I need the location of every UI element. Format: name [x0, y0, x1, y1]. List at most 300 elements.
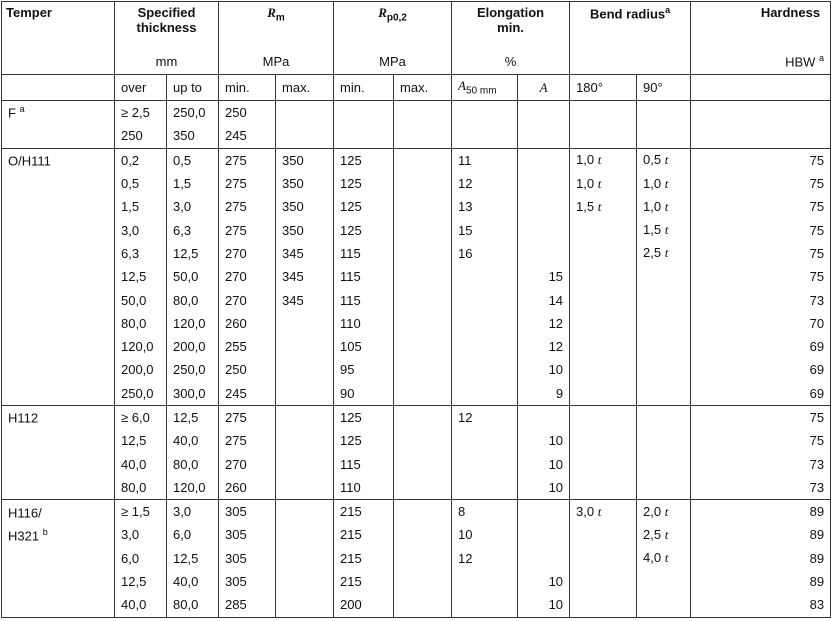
- temper-label: F: [8, 105, 16, 121]
- cell-over: 40,0: [115, 593, 167, 617]
- sub-rm-max: max.: [276, 75, 334, 101]
- bend-180-value: 1,0: [576, 175, 595, 191]
- cell-rp-max: [394, 429, 452, 452]
- cell-bend-90: [637, 593, 691, 617]
- cell-rp-max: [394, 195, 452, 218]
- cell-bend-180: [570, 358, 637, 381]
- cell-bend-90: [637, 172, 691, 195]
- bend-90-t: t: [664, 175, 669, 191]
- rp-symbol: R: [378, 5, 387, 20]
- cell-bend-90: [637, 476, 691, 500]
- cell-rm-max: [276, 570, 334, 593]
- cell-upto: 250,0: [167, 358, 219, 381]
- cell-bend-180: [570, 476, 637, 500]
- cell-rm-min: 245: [219, 124, 276, 148]
- cell-temper: [2, 242, 115, 265]
- cell-bend-90: [637, 218, 691, 241]
- sub-temper: [2, 75, 115, 101]
- cell-a: [518, 148, 570, 172]
- table-row: [2, 452, 831, 475]
- table-row: [2, 124, 831, 148]
- cell-rm-min: 270: [219, 288, 276, 311]
- cell-temper: [2, 382, 115, 406]
- cell-rm-max: 350: [276, 148, 334, 172]
- unit-rm: MPa: [219, 49, 334, 75]
- cell-temper: [2, 570, 115, 593]
- cell-rp-max: [394, 242, 452, 265]
- cell-hardness: 70: [691, 312, 831, 335]
- cell-bend-90: [637, 500, 691, 524]
- cell-temper: [2, 476, 115, 500]
- cell-upto: 12,5: [167, 242, 219, 265]
- cell-rm-max: 350: [276, 195, 334, 218]
- cell-bend-180: [570, 195, 637, 218]
- cell-rm-max: 350: [276, 172, 334, 195]
- cell-a50: 10: [452, 523, 518, 546]
- cell-rp-max: [394, 218, 452, 241]
- cell-rm-min: 275: [219, 218, 276, 241]
- sub-bend-180: 180°: [570, 75, 637, 101]
- thickness-header-line2: thickness: [136, 20, 197, 35]
- cell-rm-max: [276, 547, 334, 570]
- cell-rp-min: 215: [334, 500, 394, 524]
- cell-rm-min: 260: [219, 312, 276, 335]
- bend-90-value: 1,0: [643, 198, 662, 214]
- cell-bend-180: [570, 452, 637, 475]
- cell-rp-max: [394, 101, 452, 125]
- cell-hardness: 75: [691, 405, 831, 429]
- cell-hardness: 75: [691, 148, 831, 172]
- cell-temper: [2, 265, 115, 288]
- cell-rm-max: [276, 452, 334, 475]
- table-row: [2, 382, 831, 406]
- cell-bend-180: [570, 593, 637, 617]
- cell-rp-min: 115: [334, 242, 394, 265]
- cell-upto: 6,3: [167, 218, 219, 241]
- cell-rm-max: [276, 523, 334, 546]
- cell-rp-max: [394, 312, 452, 335]
- cell-bend-180: [570, 335, 637, 358]
- cell-rp-min: 115: [334, 452, 394, 475]
- cell-hardness: 89: [691, 523, 831, 546]
- cell-bend-180: [570, 148, 637, 172]
- temper-label: O/H111: [8, 153, 51, 169]
- cell-rp-min: 125: [334, 218, 394, 241]
- cell-a: [518, 195, 570, 218]
- cell-rp-min: 115: [334, 288, 394, 311]
- cell-temper: [2, 523, 115, 546]
- table-row: [2, 500, 831, 524]
- cell-bend-180: [570, 547, 637, 570]
- cell-bend-180: [570, 242, 637, 265]
- table-row: [2, 429, 831, 452]
- unit-hardness: [691, 49, 831, 75]
- cell-temper: [2, 101, 115, 125]
- cell-bend-180: [570, 101, 637, 125]
- cell-rm-min: 275: [219, 429, 276, 452]
- table-row: [2, 148, 831, 172]
- cell-a50: [452, 124, 518, 148]
- bend-90-t: t: [664, 152, 669, 168]
- sub-upto: up to: [167, 75, 219, 101]
- rp-subscript: p0,2: [386, 12, 407, 24]
- cell-bend-90: [637, 195, 691, 218]
- cell-rm-max: [276, 593, 334, 617]
- cell-a50: 12: [452, 547, 518, 570]
- bend-180-t: t: [597, 175, 602, 191]
- cell-bend-90: [637, 288, 691, 311]
- cell-over: 50,0: [115, 288, 167, 311]
- bend-90-value: 2,0: [643, 503, 662, 519]
- cell-over: 6,3: [115, 242, 167, 265]
- cell-a50: [452, 312, 518, 335]
- cell-over: 0,2: [115, 148, 167, 172]
- cell-upto: 80,0: [167, 288, 219, 311]
- bend-90-value: 2,5: [643, 526, 662, 542]
- bend-90-value: 2,5: [643, 245, 662, 261]
- bend-180-t: t: [597, 152, 602, 168]
- unit-temper: [2, 49, 115, 75]
- unit-bend: [570, 49, 691, 75]
- temper-label: H112: [8, 410, 39, 426]
- cell-a: 10: [518, 570, 570, 593]
- cell-rm-min: 305: [219, 523, 276, 546]
- cell-a: [518, 218, 570, 241]
- cell-rp-min: 115: [334, 265, 394, 288]
- cell-rm-max: [276, 405, 334, 429]
- cell-temper: [2, 148, 115, 172]
- cell-rp-max: [394, 288, 452, 311]
- cell-hardness: 89: [691, 547, 831, 570]
- cell-a: 10: [518, 593, 570, 617]
- bend-180-value: 1,0: [576, 152, 595, 168]
- cell-over: 40,0: [115, 452, 167, 475]
- cell-hardness: 73: [691, 288, 831, 311]
- cell-rp-max: [394, 265, 452, 288]
- cell-upto: 40,0: [167, 570, 219, 593]
- unit-row: [2, 49, 831, 75]
- cell-temper: [2, 218, 115, 241]
- cell-temper: [2, 335, 115, 358]
- bend-90-t: t: [664, 198, 669, 214]
- cell-rm-max: 350: [276, 218, 334, 241]
- cell-upto: 6,0: [167, 523, 219, 546]
- cell-bend-90: [637, 547, 691, 570]
- cell-hardness: 69: [691, 358, 831, 381]
- cell-bend-90: [637, 265, 691, 288]
- cell-a50: [452, 382, 518, 406]
- cell-hardness: 89: [691, 570, 831, 593]
- cell-hardness: 69: [691, 382, 831, 406]
- cell-bend-180: [570, 523, 637, 546]
- cell-over: 6,0: [115, 547, 167, 570]
- cell-over: 3,0: [115, 218, 167, 241]
- cell-temper: [2, 593, 115, 617]
- cell-a50: 11: [452, 148, 518, 172]
- cell-over: 0,5: [115, 172, 167, 195]
- cell-bend-90: [637, 101, 691, 125]
- cell-over: 3,0: [115, 523, 167, 546]
- cell-hardness: 75: [691, 265, 831, 288]
- bend-radius-header: [570, 2, 691, 50]
- sub-a50-subscript: 50 mm: [465, 85, 497, 97]
- cell-rm-max: [276, 124, 334, 148]
- cell-upto: 250,0: [167, 101, 219, 125]
- cell-bend-180: [570, 405, 637, 429]
- cell-rm-min: 305: [219, 570, 276, 593]
- cell-rm-min: 305: [219, 500, 276, 524]
- cell-rm-max: [276, 382, 334, 406]
- cell-bend-180: [570, 288, 637, 311]
- cell-a50: [452, 358, 518, 381]
- bend-180-t: t: [597, 503, 602, 519]
- cell-over: 120,0: [115, 335, 167, 358]
- bend-90-t: t: [664, 245, 669, 261]
- cell-upto: 200,0: [167, 335, 219, 358]
- cell-rm-max: 345: [276, 265, 334, 288]
- cell-hardness: 73: [691, 452, 831, 475]
- cell-over: ≥ 1,5: [115, 500, 167, 524]
- temper-header: [2, 2, 115, 50]
- cell-rp-max: [394, 570, 452, 593]
- cell-a50: [452, 570, 518, 593]
- cell-a: 10: [518, 429, 570, 452]
- cell-a: [518, 500, 570, 524]
- cell-hardness: 83: [691, 593, 831, 617]
- cell-upto: 80,0: [167, 593, 219, 617]
- elongation-header-line2: min.: [497, 20, 524, 35]
- cell-rp-min: 95: [334, 358, 394, 381]
- table-row: [2, 288, 831, 311]
- cell-upto: 12,5: [167, 405, 219, 429]
- cell-rp-min: 125: [334, 148, 394, 172]
- rp-header: [334, 2, 452, 50]
- bend-180-value: 1,5: [576, 198, 595, 214]
- cell-a50: [452, 452, 518, 475]
- cell-a: 10: [518, 358, 570, 381]
- cell-bend-180: [570, 312, 637, 335]
- sub-rp-max: max.: [394, 75, 452, 101]
- cell-upto: 0,5: [167, 148, 219, 172]
- cell-hardness: 89: [691, 500, 831, 524]
- bend-90-t: t: [664, 526, 669, 542]
- table-row: [2, 570, 831, 593]
- cell-hardness: [691, 124, 831, 148]
- bend-90-value: 4,0: [643, 550, 662, 566]
- cell-a50: [452, 593, 518, 617]
- thickness-header-line1: Specified: [137, 5, 196, 20]
- cell-rp-max: [394, 500, 452, 524]
- cell-rp-min: 90: [334, 382, 394, 406]
- bend-180-t: t: [597, 198, 602, 214]
- cell-rm-max: [276, 476, 334, 500]
- cell-rp-max: [394, 405, 452, 429]
- cell-bend-90: [637, 335, 691, 358]
- cell-rm-max: [276, 312, 334, 335]
- cell-temper: [2, 452, 115, 475]
- sub-rm-min: min.: [219, 75, 276, 101]
- bend-radius-footnote: a: [665, 5, 671, 15]
- cell-temper: [2, 124, 115, 148]
- temper-label: H116/: [8, 504, 42, 520]
- elongation-header-line1: Elongation: [476, 5, 545, 20]
- cell-a: [518, 405, 570, 429]
- table-row: [2, 265, 831, 288]
- cell-rm-min: 245: [219, 382, 276, 406]
- cell-upto: 80,0: [167, 452, 219, 475]
- unit-hardness-footnote: a: [819, 53, 825, 64]
- cell-a50: [452, 429, 518, 452]
- cell-rp-min: 110: [334, 312, 394, 335]
- cell-rp-max: [394, 593, 452, 617]
- cell-rm-min: 260: [219, 476, 276, 500]
- cell-over: 12,5: [115, 570, 167, 593]
- temper-header-label: Temper: [6, 5, 52, 20]
- cell-a50: 16: [452, 242, 518, 265]
- cell-bend-90: [637, 382, 691, 406]
- rm-symbol: R: [267, 5, 276, 20]
- cell-a50: 8: [452, 500, 518, 524]
- cell-rm-min: 275: [219, 172, 276, 195]
- cell-rm-min: 270: [219, 265, 276, 288]
- sub-a: [518, 75, 570, 101]
- hardness-header-label: Hardness: [760, 5, 821, 20]
- cell-a50: [452, 476, 518, 500]
- cell-temper: [2, 358, 115, 381]
- cell-rm-max: [276, 358, 334, 381]
- cell-over: 1,5: [115, 195, 167, 218]
- cell-rp-max: [394, 172, 452, 195]
- cell-rp-min: 105: [334, 335, 394, 358]
- cell-hardness: 75: [691, 195, 831, 218]
- cell-bend-180: [570, 218, 637, 241]
- cell-rp-max: [394, 358, 452, 381]
- cell-rp-min: 125: [334, 405, 394, 429]
- cell-upto: 120,0: [167, 476, 219, 500]
- temper-footnote: b: [42, 526, 48, 537]
- subheader-row: [2, 75, 831, 101]
- cell-temper: [2, 195, 115, 218]
- cell-bend-90: [637, 570, 691, 593]
- unit-hardness-label: HBW: [785, 54, 816, 70]
- table-row: [2, 593, 831, 617]
- cell-a: [518, 523, 570, 546]
- cell-a: [518, 242, 570, 265]
- table-row: [2, 242, 831, 265]
- temper-footnote: a: [19, 104, 25, 115]
- cell-a: 12: [518, 312, 570, 335]
- cell-over: 12,5: [115, 429, 167, 452]
- cell-a: 9: [518, 382, 570, 406]
- rm-header: [219, 2, 334, 50]
- cell-bend-90: [637, 242, 691, 265]
- sub-hardness: [691, 75, 831, 101]
- cell-bend-180: [570, 500, 637, 524]
- cell-hardness: 69: [691, 335, 831, 358]
- cell-temper: [2, 288, 115, 311]
- cell-rm-max: 345: [276, 288, 334, 311]
- cell-rp-max: [394, 382, 452, 406]
- cell-over: 80,0: [115, 476, 167, 500]
- table-row: [2, 523, 831, 546]
- sub-over: over: [115, 75, 167, 101]
- cell-bend-90: [637, 148, 691, 172]
- sub-rp-min: min.: [334, 75, 394, 101]
- cell-upto: 12,5: [167, 547, 219, 570]
- temper-label: H321: [8, 528, 40, 544]
- cell-upto: 1,5: [167, 172, 219, 195]
- cell-temper: [2, 405, 115, 429]
- cell-rp-min: 200: [334, 593, 394, 617]
- cell-upto: 50,0: [167, 265, 219, 288]
- cell-rm-min: 275: [219, 195, 276, 218]
- cell-rm-max: [276, 101, 334, 125]
- cell-rp-min: [334, 124, 394, 148]
- cell-bend-90: [637, 452, 691, 475]
- bend-90-t: t: [664, 503, 669, 519]
- cell-rm-min: 275: [219, 405, 276, 429]
- cell-rm-min: 255: [219, 335, 276, 358]
- cell-a: 10: [518, 452, 570, 475]
- cell-bend-180: [570, 570, 637, 593]
- table-row: [2, 547, 831, 570]
- cell-temper: [2, 429, 115, 452]
- bend-90-value: 1,5: [643, 222, 662, 238]
- cell-a50: 12: [452, 405, 518, 429]
- thickness-header: [115, 2, 219, 50]
- cell-upto: 3,0: [167, 195, 219, 218]
- cell-over: 250: [115, 124, 167, 148]
- properties-table: [1, 1, 831, 618]
- cell-bend-180: [570, 382, 637, 406]
- table-row: [2, 405, 831, 429]
- table-row: [2, 476, 831, 500]
- table-row: [2, 218, 831, 241]
- cell-rm-min: 250: [219, 101, 276, 125]
- cell-a50: [452, 335, 518, 358]
- cell-a50: 13: [452, 195, 518, 218]
- table-row: [2, 195, 831, 218]
- table-body: [2, 101, 831, 618]
- cell-rm-max: [276, 500, 334, 524]
- cell-a50: [452, 288, 518, 311]
- cell-bend-180: [570, 265, 637, 288]
- cell-rp-min: [334, 101, 394, 125]
- table-row: [2, 172, 831, 195]
- cell-a: [518, 101, 570, 125]
- cell-temper: [2, 172, 115, 195]
- cell-rp-min: 215: [334, 570, 394, 593]
- cell-a50: 12: [452, 172, 518, 195]
- cell-over: ≥ 2,5: [115, 101, 167, 125]
- cell-a50: 15: [452, 218, 518, 241]
- cell-upto: 300,0: [167, 382, 219, 406]
- cell-rp-min: 215: [334, 547, 394, 570]
- cell-rp-min: 110: [334, 476, 394, 500]
- cell-a: [518, 547, 570, 570]
- cell-hardness: 75: [691, 429, 831, 452]
- cell-a50: [452, 265, 518, 288]
- cell-a50: [452, 101, 518, 125]
- bend-90-t: t: [664, 222, 669, 238]
- cell-rp-min: 125: [334, 195, 394, 218]
- cell-rp-max: [394, 523, 452, 546]
- cell-a: [518, 124, 570, 148]
- cell-a: 15: [518, 265, 570, 288]
- bend-90-value: 1,0: [643, 175, 662, 191]
- cell-bend-90: [637, 405, 691, 429]
- header-row: [2, 2, 831, 50]
